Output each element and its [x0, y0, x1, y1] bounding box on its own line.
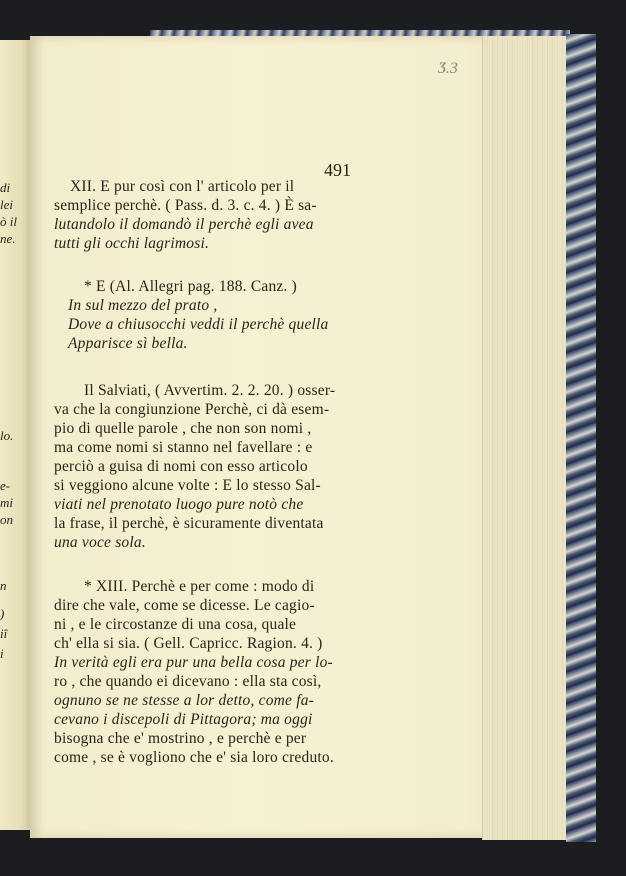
left-page-fragment: ne. [0, 231, 16, 246]
text-line: come , se è vogliono che e' sia loro creduto. [54, 749, 334, 766]
left-page-fragment: mi [0, 495, 13, 510]
text-line: Dove a chiusocchi veddi il perchè quella [68, 316, 329, 333]
text-line: ni , e le circostanze di una cosa, quale [54, 616, 297, 633]
left-page-fragment: n [0, 578, 7, 593]
left-page-fragment: ) [0, 606, 5, 621]
text-line: XII. E pur così con l' articolo per il [70, 178, 295, 195]
page-edges [482, 36, 571, 840]
left-page-fragment: ò il [0, 214, 17, 229]
left-page-fragment: on [0, 512, 13, 527]
text-line: * E (Al. Allegri pag. 188. Canz. ) [84, 278, 297, 295]
page-number: 491 [324, 160, 351, 180]
text-line: ro , che quando ei dicevano : ella sta così, [54, 673, 322, 690]
text-line: dire che vale, come se dicesse. Le cagio- [54, 597, 315, 614]
text-line: va che la congiunzione Perchè, ci dà esem- [54, 401, 330, 418]
text-line: ma come nomi si stanno nel favellare : e [54, 439, 313, 456]
text-line: pio di quelle parole , che non son nomi , [54, 420, 312, 437]
left-page-fragment: e- [0, 478, 11, 493]
left-page-fragment: lo. [0, 428, 14, 443]
left-page-fragment: lei [0, 197, 13, 212]
left-page-fragment: iî [0, 626, 8, 641]
left-page-fragment: di [0, 180, 11, 195]
text-line: perciò a guisa di nomi con esso articolo [54, 458, 308, 475]
text-line: la frase, il perchè, è sicuramente diventata [54, 515, 324, 532]
text-line: viati nel prenotato luogo pure notò che [54, 496, 304, 513]
text-line: In verità egli era pur una bella cosa per lo- [54, 654, 333, 671]
text-line: si veggiono alcune volte : E lo stesso Sal- [54, 477, 321, 494]
text-line: Il Salviati, ( Avvertim. 2. 2. 20. ) osser- [84, 382, 336, 399]
text-line: * XIII. Perchè e per come : modo di [84, 578, 315, 595]
text-line: cevano i discepoli di Pittagora; ma oggi [54, 711, 313, 728]
text-line: Apparisce sì bella. [68, 335, 188, 352]
text-line: ognuno se ne stesse a lor detto, come fa- [54, 692, 315, 709]
text-line: una voce sola. [54, 534, 146, 551]
text-line: bisogna che e' mostrino , e perchè e per [54, 730, 307, 747]
text-line: In sul mezzo del prato , [68, 297, 218, 314]
book-cover-binding [566, 34, 596, 842]
text-line: ch' ella si sia. ( Gell. Capricc. Ragion. 4. ) [54, 635, 323, 652]
text-line: lutandolo il domandò il perchè egli avea [54, 216, 314, 233]
pencil-annotation: Ӡ.3 [438, 60, 458, 77]
text-line: tutti gli occhi lagrimosi. [54, 235, 210, 252]
text-line: semplice perchè. ( Pass. d. 3. c. 4. ) È sa- [54, 197, 317, 214]
left-page-fragment: i [0, 646, 4, 661]
